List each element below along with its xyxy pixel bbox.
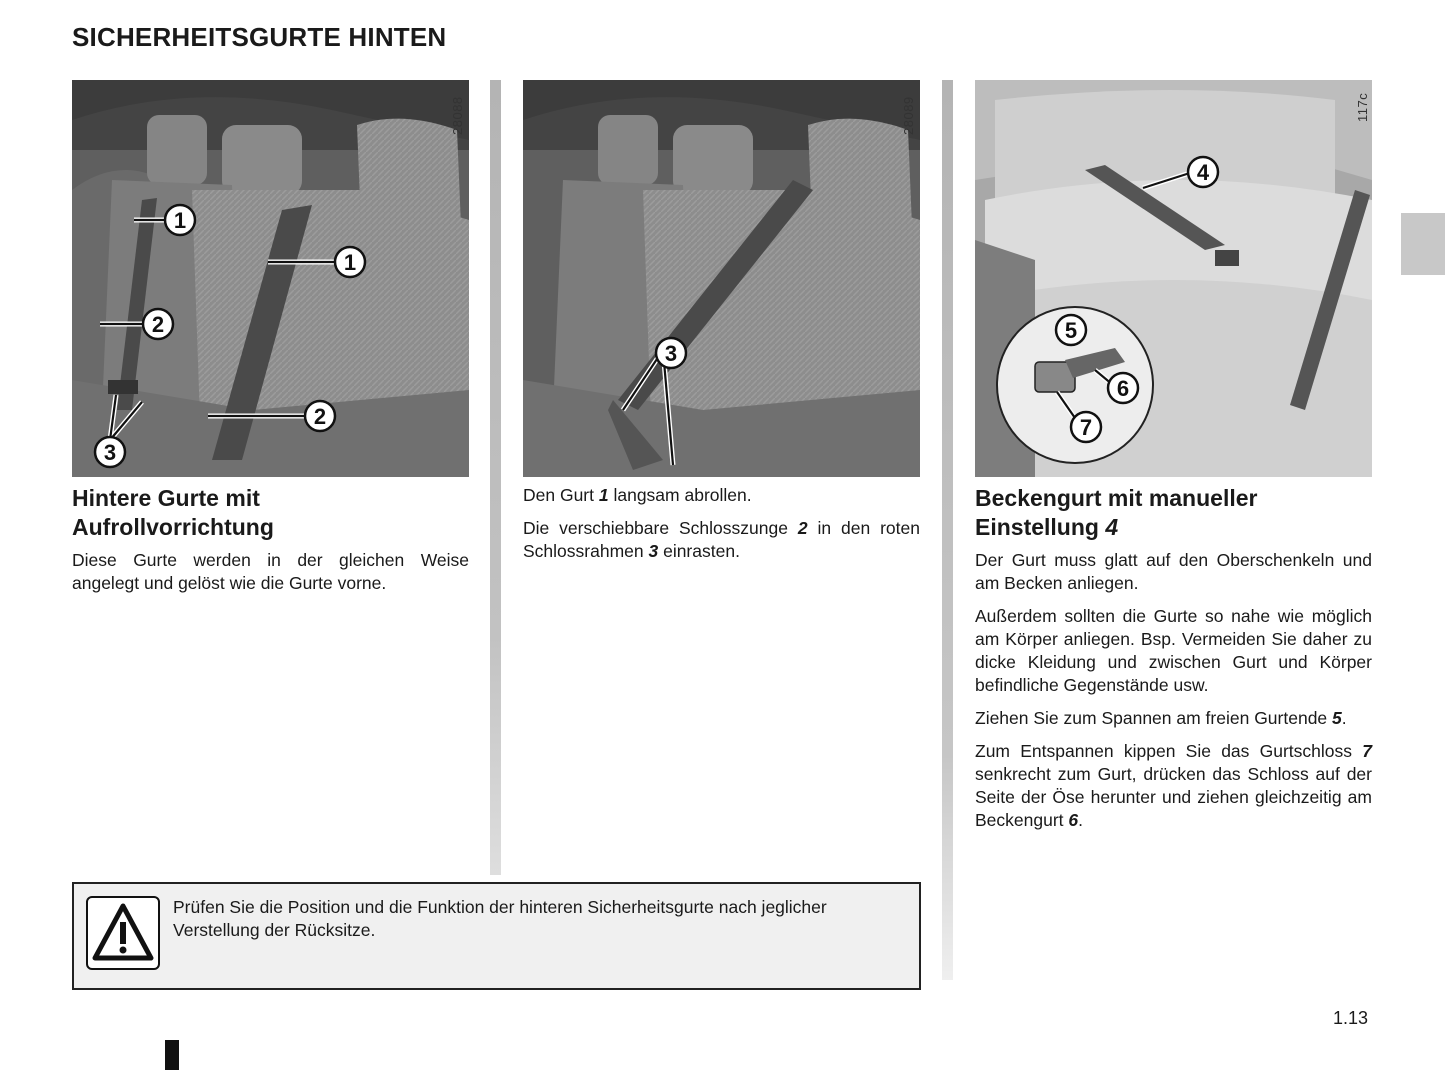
column-divider [490,80,501,875]
callout-2a: 2 [151,312,165,337]
left-column [72,484,469,605]
paragraph: Der Gurt muss glatt auf den Oberschenkeln und am Becken anliegen. [975,550,1372,593]
callout-7: 7 [1079,415,1093,440]
warning-triangle-icon [86,896,160,970]
callout-3: 3 [103,440,117,465]
middle-column [523,484,920,573]
image-code: 28088 [450,96,465,135]
lap-belt-photo [975,80,1372,477]
callout-6: 6 [1116,376,1130,401]
page-title: SICHERHEITSGURTE HINTEN [72,22,447,52]
page-number: 1.13 [1333,1008,1369,1028]
paragraph: Außerdem sollten die Gurte so nahe wie möglich am Körper anliegen. Bsp. Vermeiden Sie daher zu dicke Kleidung und zwischen Gurt und Körper befindliche Gegenstände usw. [975,606,1372,695]
callout-4: 4 [1196,160,1210,185]
right-column [975,484,1372,842]
section-thumb-tab [1401,213,1445,275]
callout-2b: 2 [313,404,327,429]
image-code: 117c [1355,92,1370,122]
warning-box [72,882,921,990]
paragraph: Die verschiebbare Schlosszunge 2 in den roten Schlossrahmen 3 einrasten. [523,518,920,561]
warning-text: Prüfen Sie die Position und die Funktion der hinteren Sicherheitsgurte nach jeglicher Verstellung der Rücksitze. [173,897,827,940]
paragraph: Zum Entspannen kippen Sie das Gurtschloss 7 senkrecht zum Gurt, drücken das Schloss auf der Seite der Öse herunter und ziehen gleichzeitig am Beckengurt 6. [975,741,1372,830]
image-code: 28089 [901,96,916,135]
crop-mark [165,1040,179,1070]
paragraph: Diese Gurte werden in der gleichen Weise angelegt und gelöst wie die Gurte vorne. [72,550,469,593]
seat-belt-buckle-photo [523,80,920,477]
rear-seat-belts-photo [72,80,469,477]
callout-5: 5 [1064,318,1078,343]
paragraph: Ziehen Sie zum Spannen am freien Gurtende 5. [975,708,1347,728]
callout-1a: 1 [173,208,187,233]
section-heading: Hintere Gurte mit Aufrollvorrichtung [72,485,274,540]
section-heading: Beckengurt mit manueller Einstellung 4 [975,485,1258,540]
paragraph: Den Gurt 1 langsam abrollen. [523,485,752,505]
column-divider [942,80,953,980]
callout-3: 3 [664,341,678,366]
callout-1b: 1 [343,250,357,275]
